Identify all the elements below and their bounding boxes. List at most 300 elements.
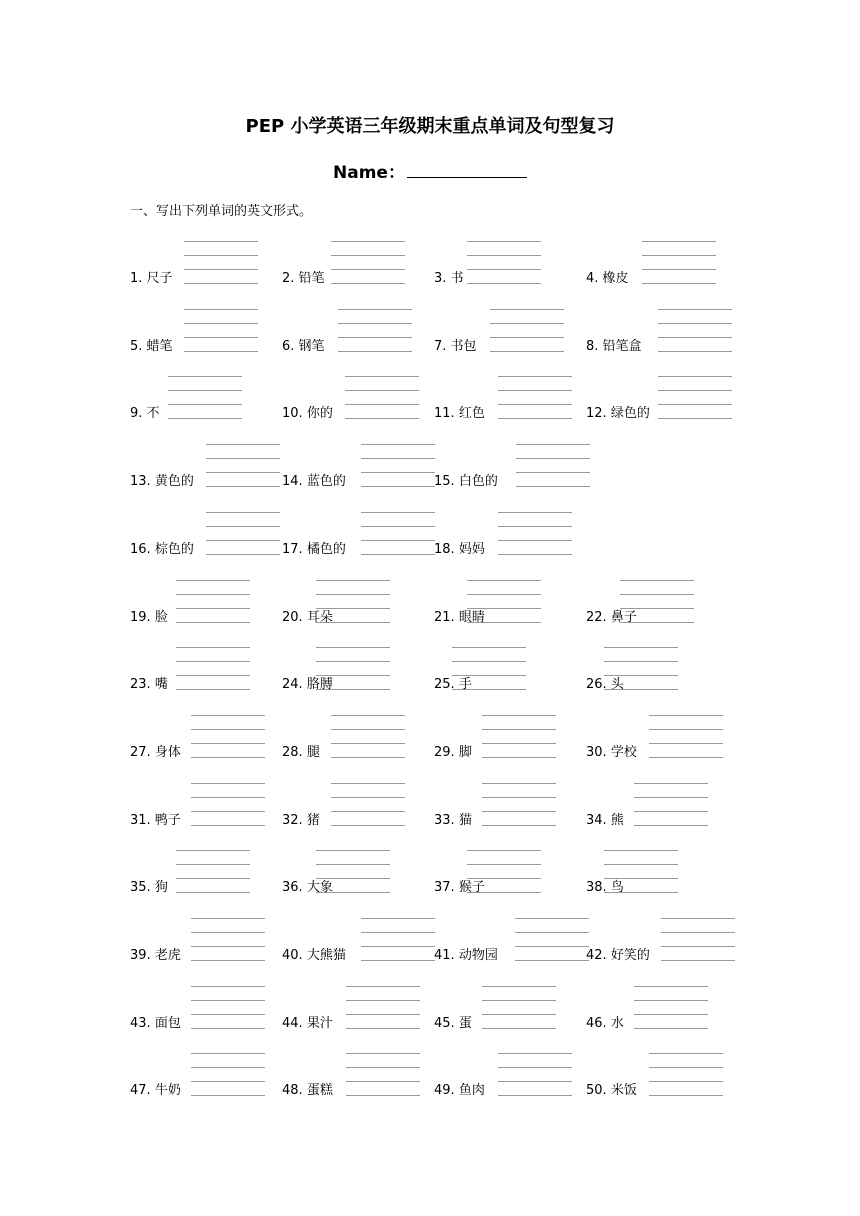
writing-line [168, 418, 242, 419]
item-word: 鸭子 [154, 812, 181, 828]
writing-line [361, 512, 435, 513]
writing-line [516, 458, 590, 459]
writing-line [206, 486, 280, 487]
writing-line [604, 864, 678, 865]
writing-line [482, 743, 556, 744]
writing-line [604, 661, 678, 662]
vocab-item [434, 701, 560, 761]
writing-line [331, 797, 405, 798]
writing-line [642, 283, 716, 284]
item-word: 身体 [154, 744, 181, 760]
writing-line [452, 675, 526, 676]
writing-line [184, 323, 258, 324]
writing-line [661, 918, 735, 919]
item-word: 水 [610, 1015, 624, 1031]
item-word: 牛奶 [154, 1083, 181, 1099]
item-word: 你的 [306, 406, 333, 422]
writing-line [206, 554, 280, 555]
vocab-item-label [434, 1083, 485, 1099]
writing-line [206, 444, 280, 445]
writing-line [516, 444, 590, 445]
vocab-item [282, 972, 424, 1032]
item-number: 9. [130, 406, 147, 422]
writing-lines[interactable] [206, 512, 280, 556]
writing-line [191, 1000, 265, 1001]
item-word: 好笑的 [610, 948, 650, 963]
writing-lines[interactable] [516, 444, 590, 488]
vocab-item-label [434, 542, 485, 558]
item-number: 43. [130, 1015, 155, 1031]
writing-lines[interactable] [331, 715, 405, 759]
writing-line [331, 729, 405, 730]
writing-lines[interactable] [331, 783, 405, 827]
item-number: 36. [282, 880, 307, 896]
writing-line [191, 918, 265, 919]
writing-line [316, 647, 390, 648]
vocab-item-label [130, 406, 160, 422]
writing-line [467, 580, 541, 581]
writing-line [361, 932, 435, 933]
writing-lines[interactable] [191, 918, 265, 962]
item-word: 米饭 [610, 1083, 637, 1099]
writing-lines[interactable] [191, 783, 265, 827]
item-number: 41. [434, 948, 459, 963]
writing-line [515, 932, 589, 933]
vocab-item-label [282, 542, 346, 558]
writing-line [649, 1067, 723, 1068]
writing-line [184, 309, 258, 310]
vocab-item [586, 295, 736, 355]
writing-line [658, 323, 732, 324]
vocab-item-label [434, 745, 472, 761]
item-word: 猴子 [458, 880, 485, 896]
item-number: 6. [282, 338, 299, 354]
name-blank[interactable] [407, 162, 527, 178]
writing-line [490, 351, 564, 352]
writing-lines[interactable] [361, 918, 435, 962]
writing-line [206, 458, 280, 459]
item-word: 尺子 [146, 271, 173, 286]
writing-line [191, 960, 265, 961]
writing-line [184, 337, 258, 338]
item-word: 鱼肉 [458, 1083, 485, 1099]
writing-line [191, 757, 265, 758]
writing-line [452, 647, 526, 648]
item-word: 脚 [458, 744, 472, 760]
vocab-item-label [282, 880, 333, 896]
writing-line [191, 946, 265, 947]
writing-lines[interactable] [206, 444, 280, 488]
writing-line [467, 594, 541, 595]
writing-lines[interactable] [361, 512, 435, 556]
item-number: 38. [586, 880, 611, 896]
item-word: 果汁 [306, 1015, 333, 1031]
vocab-item [586, 566, 698, 626]
writing-line [331, 715, 405, 716]
writing-line [490, 323, 564, 324]
vocab-item-label [282, 1016, 333, 1032]
item-word: 蜡笔 [146, 338, 173, 354]
vocab-item [130, 836, 254, 896]
writing-line [498, 1067, 572, 1068]
writing-lines[interactable] [649, 1053, 723, 1097]
vocab-item-label [586, 948, 650, 964]
writing-line [482, 986, 556, 987]
vocab-item-label [586, 1083, 637, 1099]
item-word: 鼻子 [610, 609, 637, 625]
writing-line [498, 1095, 572, 1096]
writing-line [498, 376, 572, 377]
vocab-item-label [586, 745, 637, 761]
writing-lines[interactable] [661, 918, 735, 962]
writing-line [604, 850, 678, 851]
vocab-item-label [586, 271, 629, 287]
writing-line [184, 241, 258, 242]
item-number: 7. [434, 338, 451, 354]
writing-line [661, 932, 735, 933]
vocab-item-label [586, 813, 624, 829]
item-word: 胳膊 [306, 677, 333, 693]
item-number: 29. [434, 744, 459, 760]
writing-line [361, 444, 435, 445]
vocab-item [586, 836, 682, 896]
item-word: 妈妈 [458, 541, 485, 557]
writing-lines[interactable] [482, 783, 556, 827]
vocab-item-label [282, 406, 333, 422]
writing-line [176, 647, 250, 648]
vocab-item [130, 295, 262, 355]
writing-lines[interactable] [649, 715, 723, 759]
vocab-item-label [130, 813, 181, 829]
item-word: 大象 [306, 880, 333, 896]
vocab-item [586, 1039, 727, 1099]
writing-line [620, 608, 694, 609]
name-field [0, 160, 860, 186]
writing-line [191, 811, 265, 812]
item-number: 24. [282, 677, 307, 693]
item-number: 26. [586, 677, 611, 693]
item-word: 狗 [154, 880, 168, 896]
writing-line [191, 1014, 265, 1015]
writing-lines[interactable] [658, 309, 732, 353]
writing-lines[interactable] [184, 309, 258, 353]
vocab-item [130, 904, 269, 964]
writing-line [361, 918, 435, 919]
item-number: 28. [282, 744, 307, 760]
item-word: 手 [458, 677, 472, 693]
writing-line [206, 512, 280, 513]
writing-lines[interactable] [191, 986, 265, 1030]
item-word: 猫 [458, 812, 472, 828]
item-number: 48. [282, 1083, 307, 1099]
writing-line [331, 825, 405, 826]
item-number: 10. [282, 406, 307, 422]
writing-line [515, 918, 589, 919]
writing-line [316, 608, 390, 609]
item-word: 蛋糕 [306, 1083, 333, 1099]
item-number: 33. [434, 812, 459, 828]
item-number: 49. [434, 1083, 459, 1099]
vocab-item-label [282, 610, 333, 626]
writing-line [498, 1081, 572, 1082]
writing-lines[interactable] [642, 241, 716, 285]
writing-lines[interactable] [498, 376, 572, 420]
writing-line [346, 1028, 420, 1029]
vocab-item [282, 498, 439, 558]
vocab-item [282, 701, 409, 761]
item-word: 黄色的 [154, 474, 194, 490]
writing-lines[interactable] [176, 647, 250, 691]
writing-line [482, 797, 556, 798]
writing-line [361, 458, 435, 459]
vocab-item [586, 972, 712, 1032]
writing-lines[interactable] [515, 918, 589, 962]
vocab-item [434, 295, 568, 355]
writing-line [331, 757, 405, 758]
item-word: 学校 [610, 744, 637, 760]
writing-line [191, 1053, 265, 1054]
writing-lines[interactable] [176, 850, 250, 894]
writing-line [361, 486, 435, 487]
writing-line [184, 351, 258, 352]
writing-line [515, 960, 589, 961]
vocab-item-label [282, 271, 325, 287]
item-word: 面包 [154, 1015, 181, 1031]
vocab-item-label [586, 610, 637, 626]
vocab-item-label [282, 813, 320, 829]
writing-line [176, 622, 250, 623]
writing-line [176, 594, 250, 595]
item-number: 13. [130, 474, 155, 490]
writing-line [482, 825, 556, 826]
item-number: 3. [434, 271, 451, 286]
writing-line [642, 241, 716, 242]
writing-line [168, 390, 242, 391]
item-number: 37. [434, 880, 459, 896]
writing-line [176, 864, 250, 865]
writing-line [482, 729, 556, 730]
writing-line [191, 932, 265, 933]
writing-lines[interactable] [338, 309, 412, 353]
writing-lines[interactable] [191, 1053, 265, 1097]
writing-line [191, 783, 265, 784]
vocab-item-label [586, 1016, 624, 1032]
vocab-item [130, 1039, 269, 1099]
item-word: 头 [610, 677, 624, 693]
writing-line [620, 594, 694, 595]
vocab-item [282, 566, 394, 626]
vocab-item [434, 769, 560, 829]
item-number: 8. [586, 338, 603, 354]
vocab-item [586, 904, 739, 964]
writing-lines[interactable] [345, 376, 419, 420]
item-number: 22. [586, 609, 611, 625]
writing-line [658, 309, 732, 310]
writing-line [206, 540, 280, 541]
writing-line [634, 797, 708, 798]
writing-line [346, 1081, 420, 1082]
writing-line [316, 661, 390, 662]
item-number: 40. [282, 948, 307, 963]
item-word: 脸 [154, 609, 168, 625]
vocab-item-label [130, 271, 173, 287]
item-number: 30. [586, 744, 611, 760]
writing-line [176, 878, 250, 879]
writing-line [361, 946, 435, 947]
writing-line [634, 825, 708, 826]
writing-lines[interactable] [168, 376, 242, 420]
page-title: PEP 小学英语三年级期末重点单词及句型复习 [245, 116, 615, 137]
writing-lines[interactable] [634, 783, 708, 827]
writing-line [658, 390, 732, 391]
writing-line [184, 269, 258, 270]
vocab-item-label [130, 880, 168, 896]
writing-lines[interactable] [498, 512, 572, 556]
vocab-item-label [434, 813, 472, 829]
vocab-item-label [282, 677, 333, 693]
section-instruction: 一、写出下列单词的英文形式。 [130, 204, 313, 219]
writing-lines[interactable] [184, 241, 258, 285]
item-number: 47. [130, 1083, 155, 1099]
item-word: 耳朵 [306, 609, 333, 625]
writing-line [649, 1095, 723, 1096]
vocab-item [282, 633, 394, 693]
vocab-item [130, 633, 254, 693]
writing-line [658, 418, 732, 419]
item-number: 2. [282, 271, 299, 286]
item-number: 14. [282, 474, 307, 490]
item-number: 27. [130, 744, 155, 760]
item-word: 红色 [458, 406, 485, 422]
writing-lines[interactable] [346, 1053, 420, 1097]
item-number: 5. [130, 338, 147, 354]
writing-line [316, 864, 390, 865]
writing-line [498, 540, 572, 541]
writing-line [184, 255, 258, 256]
vocab-item [130, 227, 262, 287]
writing-line [634, 811, 708, 812]
item-number: 15. [434, 474, 459, 490]
writing-line [649, 715, 723, 716]
writing-line [482, 1000, 556, 1001]
vocab-item [282, 430, 439, 490]
writing-lines[interactable] [498, 1053, 572, 1097]
item-number: 1. [130, 271, 147, 286]
writing-line [642, 255, 716, 256]
writing-line [482, 1014, 556, 1015]
vocab-item [130, 566, 254, 626]
writing-line [482, 1028, 556, 1029]
writing-lines[interactable] [490, 309, 564, 353]
item-number: 34. [586, 812, 611, 828]
vocab-item-label [434, 677, 472, 693]
writing-line [331, 743, 405, 744]
vocab-item [282, 227, 409, 287]
writing-line [634, 1028, 708, 1029]
writing-line [620, 580, 694, 581]
vocab-item-label [434, 1016, 472, 1032]
writing-lines[interactable] [482, 986, 556, 1030]
item-number: 18. [434, 541, 459, 557]
vocab-item-label [282, 1083, 333, 1099]
writing-line [467, 269, 541, 270]
writing-line [498, 1053, 572, 1054]
writing-line [452, 661, 526, 662]
vocab-item [434, 972, 560, 1032]
vocab-item-label [434, 948, 498, 964]
item-number: 44. [282, 1015, 307, 1031]
vocab-item-label [130, 745, 181, 761]
writing-line [176, 580, 250, 581]
vocab-item [434, 1039, 576, 1099]
vocab-item-label [282, 474, 346, 490]
writing-line [346, 1014, 420, 1015]
item-number: 11. [434, 406, 459, 422]
writing-lines[interactable] [191, 715, 265, 759]
writing-line [498, 512, 572, 513]
vocab-item [586, 227, 720, 287]
writing-line [176, 608, 250, 609]
vocab-item [586, 633, 682, 693]
writing-line [482, 715, 556, 716]
vocab-item [586, 701, 727, 761]
item-word: 老虎 [154, 948, 181, 963]
vocab-item [434, 430, 594, 490]
item-word: 熊 [610, 812, 624, 828]
writing-line [634, 1014, 708, 1015]
vocab-item-label [130, 1083, 181, 1099]
vocab-item [130, 769, 269, 829]
vocab-item [130, 972, 269, 1032]
vocab-item-label [282, 948, 346, 964]
item-number: 50. [586, 1083, 611, 1099]
writing-line [649, 743, 723, 744]
vocab-item [130, 430, 284, 490]
writing-lines[interactable] [658, 376, 732, 420]
item-word: 书包 [450, 338, 477, 354]
writing-lines[interactable] [634, 986, 708, 1030]
writing-line [191, 715, 265, 716]
writing-line [331, 283, 405, 284]
writing-lines[interactable] [467, 241, 541, 285]
vocab-item-label [434, 271, 464, 287]
vocab-item [282, 769, 409, 829]
writing-lines[interactable] [482, 715, 556, 759]
vocab-item [434, 227, 545, 287]
writing-line [345, 376, 419, 377]
writing-line [316, 594, 390, 595]
vocab-item-label [130, 474, 194, 490]
writing-line [634, 986, 708, 987]
item-number: 32. [282, 812, 307, 828]
writing-lines[interactable] [176, 580, 250, 624]
item-number: 4. [586, 271, 603, 286]
writing-line [658, 337, 732, 338]
vocab-item [130, 498, 284, 558]
writing-line [467, 864, 541, 865]
item-word: 腿 [306, 744, 320, 760]
writing-line [649, 729, 723, 730]
writing-line [658, 376, 732, 377]
writing-lines[interactable] [331, 241, 405, 285]
writing-line [331, 269, 405, 270]
vocab-item-label [130, 542, 194, 558]
writing-lines[interactable] [346, 986, 420, 1030]
vocab-item-label [282, 745, 320, 761]
vocab-item [282, 362, 423, 422]
writing-lines[interactable] [361, 444, 435, 488]
item-word: 蛋 [458, 1015, 472, 1031]
